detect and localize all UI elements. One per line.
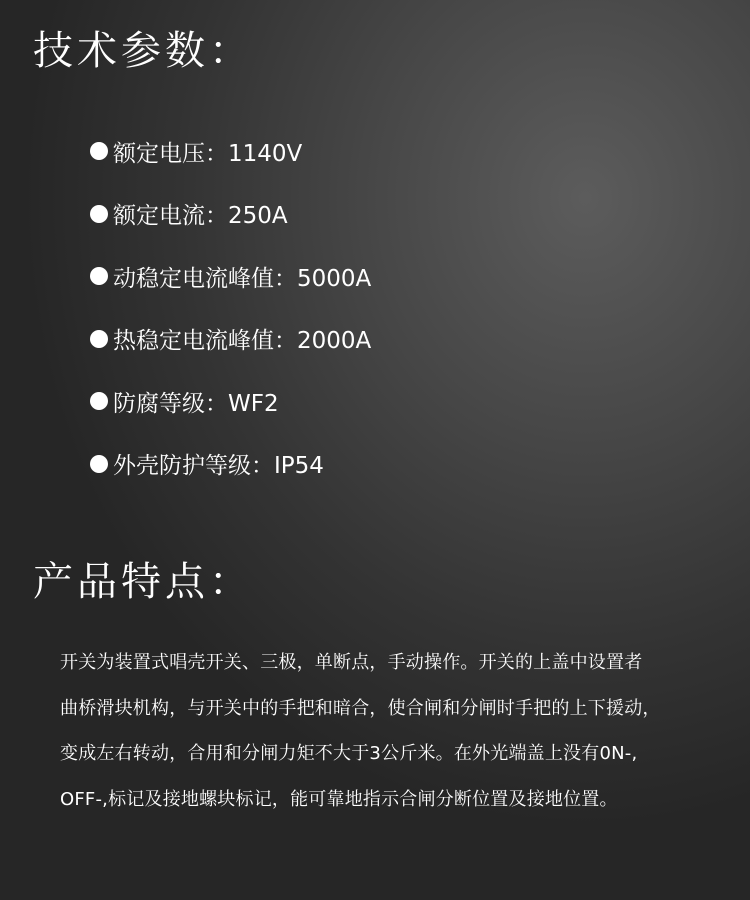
spec-item-dynamic-peak: [90, 245, 371, 308]
features-section-title: 产品特点：: [33, 559, 253, 605]
spec-item-text: 动稳定电流峰值：5000A: [113, 265, 372, 292]
features-description: [60, 640, 740, 822]
description-line: 变成左右转动，合用和分闸力矩不大于3公斤米。在外光端盖上没有0N-,: [60, 743, 638, 764]
spec-section-title: 技术参数：: [33, 28, 253, 74]
spec-item-text: 额定电流：250A: [113, 203, 288, 230]
spec-item-thermal-peak: [90, 308, 371, 371]
spec-item-text: 热稳定电流峰值：2000A: [113, 328, 372, 355]
description-line: 开关为装置式唱壳开关、三极，单断点，手动操作。开关的上盖中设置者: [60, 652, 643, 673]
bullet-icon: [90, 455, 108, 473]
spec-item-text: 额定电压：1140V: [113, 140, 303, 167]
description-line: 曲桥滑块机构，与开关中的手把和暗合，使合闸和分闸时手把的上下援动，: [60, 697, 661, 719]
bullet-icon: [90, 392, 108, 410]
bullet-icon: [90, 267, 108, 285]
spec-item-rated-voltage: [90, 120, 371, 183]
bullet-icon: [90, 142, 108, 160]
bullet-icon: [90, 330, 108, 348]
description-line: OFF-,标记及接地螺块标记，能可靠地指示合闸分断位置及接地位置。: [60, 788, 618, 810]
spec-list: [90, 120, 371, 495]
spec-item-rated-current: [90, 183, 371, 246]
spec-item-anticorrosion-grade: [90, 370, 371, 433]
spec-item-text: 防腐等级：WF2: [113, 390, 279, 417]
spec-item-text: 外壳防护等级：IP54: [113, 453, 324, 480]
spec-item-enclosure-protection: [90, 433, 371, 496]
bullet-icon: [90, 205, 108, 223]
